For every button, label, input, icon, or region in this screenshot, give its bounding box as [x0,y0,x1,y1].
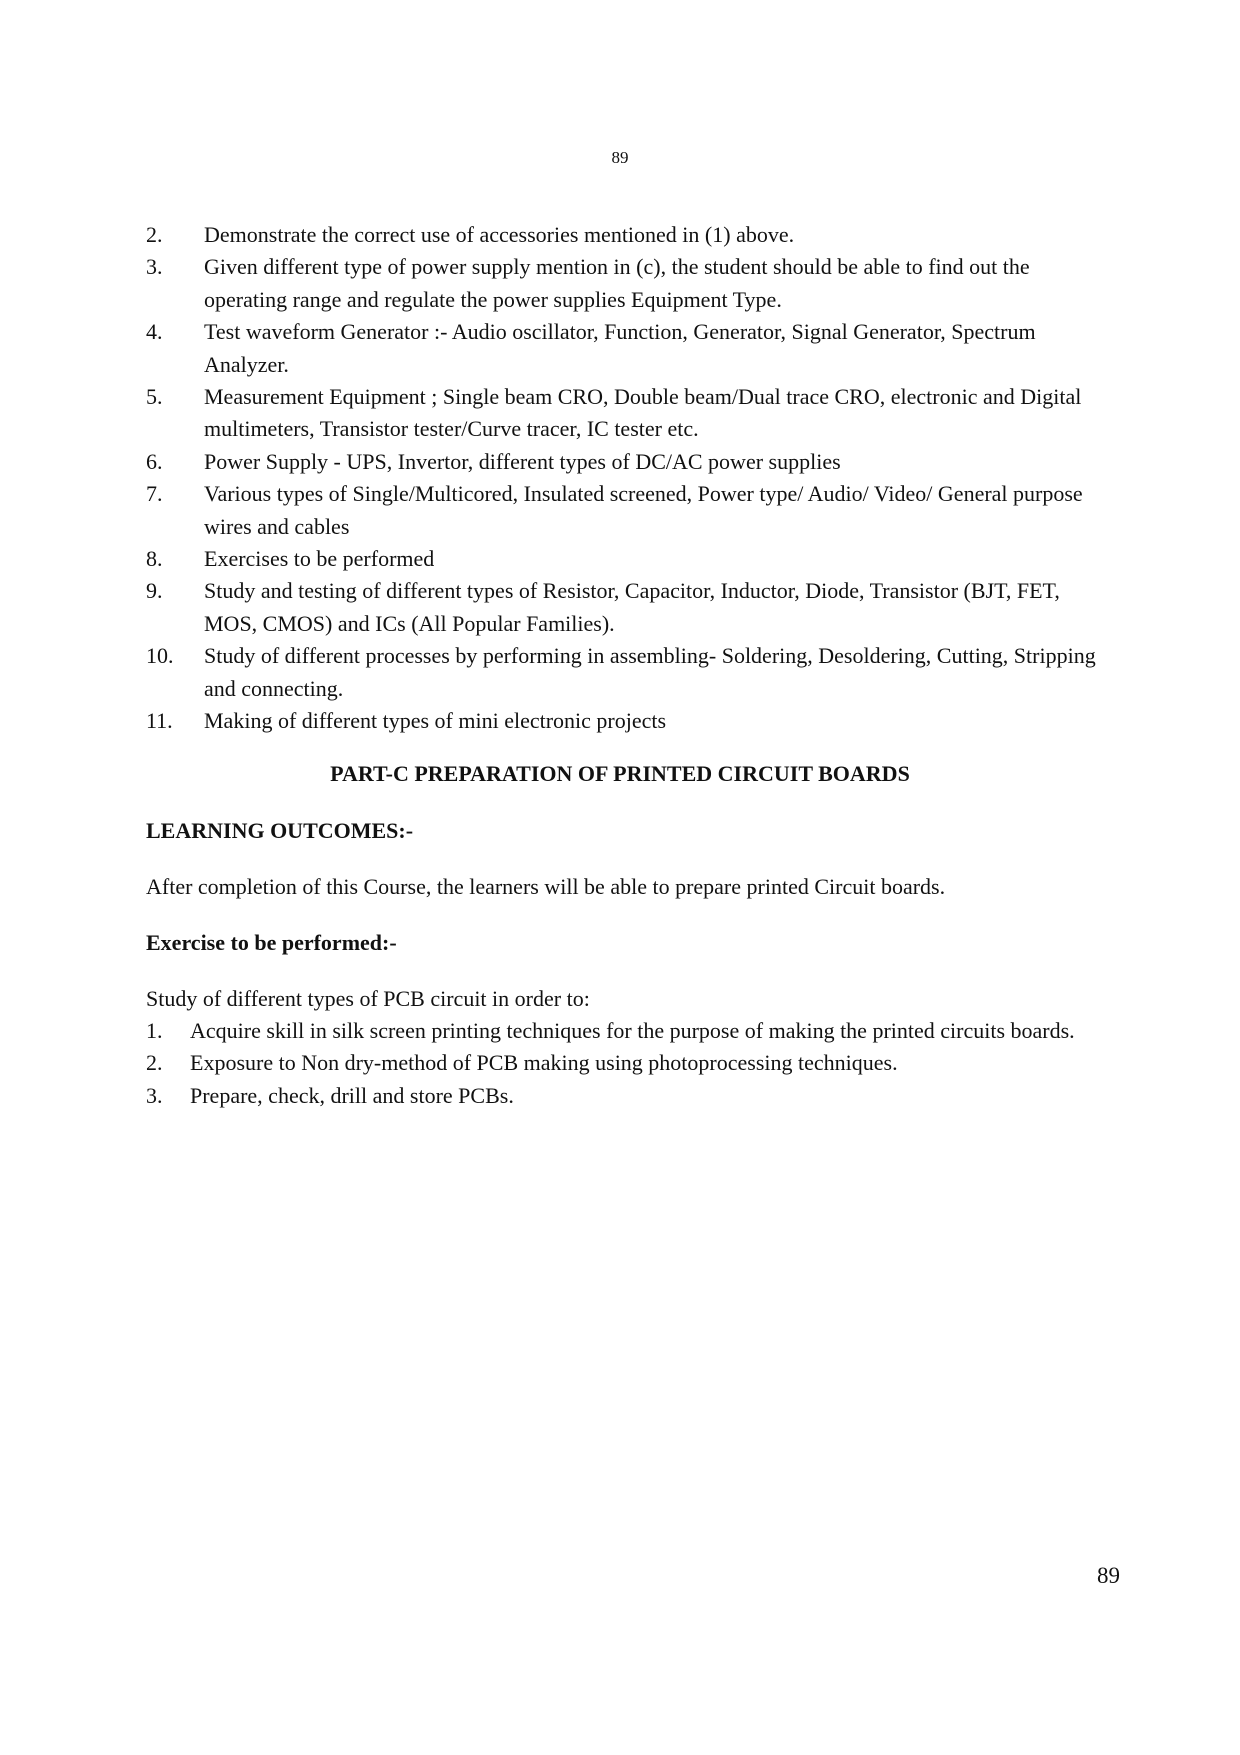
list-item-text: Various types of Single/Multicored, Insulated screened, Power type/ Audio/ Video/ General purpose wires and cables [204,481,1083,539]
list-item-text: Given different type of power supply mention in (c), the student should be able to find out the operating range and regulate the power supplies Equipment Type. [204,254,1030,312]
list-item-text: Test waveform Generator :- Audio oscillator, Function, Generator, Signal Generator, Spectrum Analyzer. [204,319,1036,377]
list-item-text: Exercises to be performed [204,546,435,572]
list-item-text: Acquire skill in silk screen printing techniques for the purpose of making the printed circuits boards. [190,1018,1075,1043]
list-item-text: Demonstrate the correct use of accessories mentioned in (1) above. [204,222,795,247]
list-item-number: 3. [146,1082,163,1108]
list-item [146,705,1096,737]
list-item [146,316,1096,381]
list-item [146,1015,1096,1047]
list-item-number: 9. [146,578,163,604]
list-item-text: Power Supply - UPS, Invertor, different types of DC/AC power supplies [204,448,841,474]
list-item-number: 3. [146,254,163,280]
list-item [146,575,1096,640]
list-item-text: Prepare, check, drill and store PCBs. [190,1082,514,1108]
list-item [146,219,1096,251]
list-item-number: 11. [146,708,173,734]
pcb-exercise-list [146,1015,1096,1112]
exercise-heading: Exercise to be performed:- [146,930,397,955]
list-item-number: 4. [146,319,163,345]
learning-outcomes-text: After completion of this Course, the learners will be able to prepare printed Circuit boards. [146,874,946,899]
list-item [146,1080,1096,1112]
list-item-number: 1. [146,1018,163,1043]
equipment-list [146,219,1096,738]
page-number-bottom: 89 [1097,1563,1120,1588]
list-item-text: Measurement Equipment ; Single beam CRO, Double beam/Dual trace CRO, electronic and Digital multimeters, Transistor tester/Curve tracer, IC tester etc. [204,384,1082,442]
list-item-text: Study and testing of different types of Resistor, Capacitor, Inductor, Diode, Transistor (BJT, FET, MOS, CMOS) and ICs (All Popular Families). [204,578,1060,636]
list-item [146,381,1096,446]
list-item [146,543,1096,575]
list-item-number: 7. [146,481,163,507]
list-item-number: 2. [146,1050,163,1076]
list-item [146,640,1096,705]
list-item-number: 8. [146,546,163,572]
list-item-text: Exposure to Non dry-method of PCB making using photoprocessing techniques. [190,1050,898,1076]
study-intro: Study of different types of PCB circuit in order to: [146,986,590,1011]
list-item-text: Making of different types of mini electronic projects [204,708,667,734]
list-item-number: 10. [146,643,174,669]
list-item-number: 5. [146,384,163,410]
list-item [146,478,1096,543]
list-item-number: 6. [146,448,163,474]
part-c-heading: PART-C PREPARATION OF PRINTED CIRCUIT BOARDS [330,761,910,786]
list-item [146,446,1096,478]
list-item-number: 2. [146,222,163,247]
list-item [146,251,1096,316]
list-item [146,1047,1096,1079]
list-item-text: Study of different processes by performing in assembling- Soldering, Desoldering, Cutting, Stripping and connecting. [204,643,1096,701]
learning-outcomes-heading: LEARNING OUTCOMES:- [146,818,414,843]
page-number-top: 89 [611,148,629,167]
